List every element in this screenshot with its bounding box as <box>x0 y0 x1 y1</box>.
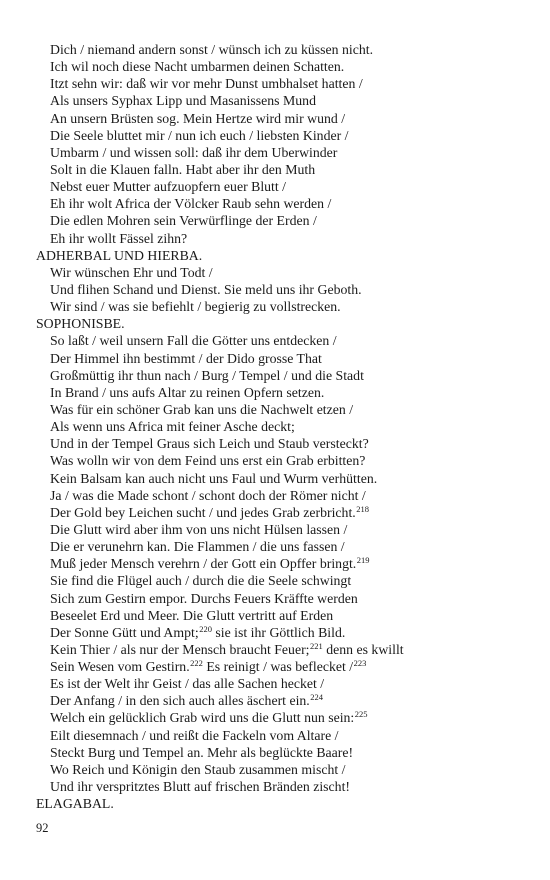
line-text: Sich zum Gestirn empor. Durchs Feuers Kräffte werden <box>50 590 358 606</box>
verse-line <box>36 607 536 624</box>
verse-line <box>36 110 536 127</box>
line-text: ELAGABAL. <box>36 796 114 812</box>
verse-line <box>36 401 536 418</box>
line-text: Der Himmel ihn bestimmt / der Dido grosse That <box>50 350 322 366</box>
verse-line <box>36 572 536 589</box>
speaker-name <box>36 795 536 812</box>
line-text-continued: Es reinigt / was beflecket / <box>202 659 354 675</box>
verse-line <box>36 452 536 469</box>
verse-line <box>36 367 536 384</box>
verse-line <box>36 675 536 692</box>
line-text: Und flihen Schand und Dienst. Sie meld uns ihr Geboth. <box>50 281 362 297</box>
line-text: ADHERBAL UND HIERBA. <box>36 247 203 263</box>
line-text: Es ist der Welt ihr Geist / das alle Sachen hecket / <box>50 676 325 692</box>
verse-line <box>36 778 536 795</box>
line-text: Was wolln wir von dem Feind uns erst ein Grab erbitten? <box>50 453 366 469</box>
line-text: Kein Thier / als nur der Mensch braucht Feuer; <box>50 641 310 657</box>
line-text-continued: sie ist ihr Göttlich Bild. <box>211 624 346 640</box>
line-text: Wir sind / was sie befiehlt / begierig zu vollstrecken. <box>50 299 341 315</box>
line-text: Und in der Tempel Graus sich Leich und Staub versteckt? <box>50 436 369 452</box>
line-text: Wo Reich und Königin den Staub zusammen mischt / <box>50 761 346 777</box>
line-text: Was für ein schöner Grab kan uns die Nachwelt etzen / <box>50 401 354 417</box>
line-text-continued: denn es kwillt <box>322 641 404 657</box>
verse-line <box>36 332 536 349</box>
verse-line <box>36 555 536 572</box>
line-text: So laßt / weil unsern Fall die Götter uns entdecken / <box>50 333 337 349</box>
line-text: Umbarm / und wissen soll: daß ihr dem Uberwinder <box>50 144 338 160</box>
verse-line <box>36 230 536 247</box>
line-text: Kein Balsam kan auch nicht uns Faul und Wurm verhütten. <box>50 470 378 486</box>
line-text: Die er verunehrn kan. Die Flammen / die uns fassen / <box>50 539 345 555</box>
line-text: Die Glutt wird aber ihm von uns nicht Hülsen lassen / <box>50 521 348 537</box>
line-text: SOPHONISBE. <box>36 316 125 332</box>
verse-line <box>36 41 536 58</box>
line-text: Beseelet Erd und Meer. Die Glutt vertritt auf Erden <box>50 607 334 623</box>
verse-line <box>36 435 536 452</box>
footnote-ref: 220 <box>199 623 212 634</box>
line-text: Sein Wesen vom Gestirn. <box>50 659 190 675</box>
line-text: In Brand / uns aufs Altar zu reinen Opfern setzen. <box>50 384 325 400</box>
verse-line <box>36 178 536 195</box>
line-text: Großmüttig ihr thun nach / Burg / Tempel / und die Stadt <box>50 367 364 383</box>
verse-line <box>36 521 536 538</box>
verse-line <box>36 384 536 401</box>
line-text: Eh ihr wolt Africa der Völcker Raub sehn werden / <box>50 196 332 212</box>
line-text: Der Gold bey Leichen sucht / und jedes Grab zerbricht. <box>50 504 356 520</box>
verse-line <box>36 92 536 109</box>
verse-line <box>36 658 536 675</box>
verse-line <box>36 470 536 487</box>
line-text: Nebst euer Mutter aufzuopfern euer Blutt / <box>50 179 286 195</box>
line-text: Eilt diesemnach / und reißt die Fackeln vom Altare / <box>50 727 339 743</box>
page-number: 92 <box>36 821 49 835</box>
verse-line <box>36 487 536 504</box>
line-text: Der Anfang / in den sich auch alles äschert ein. <box>50 693 310 709</box>
line-text: Itzt sehn wir: daß wir vor mehr Dunst umbhalset hatten / <box>50 76 363 92</box>
verse-line <box>36 624 536 641</box>
line-text: Dich / niemand andern sonst / wünsch ich zu küssen nicht. <box>50 42 374 57</box>
line-text: Sie find die Flügel auch / durch die die Seele schwingt <box>50 573 352 589</box>
footnote-ref: 223 <box>353 658 367 669</box>
verse-line <box>36 504 536 521</box>
verse-line <box>36 144 536 161</box>
verse-line <box>36 58 536 75</box>
line-text: Der Sonne Gütt und Ampt; <box>50 624 199 640</box>
verse-line <box>36 727 536 744</box>
line-text: Muß jeder Mensch verehrn / der Gott ein Opffer bringt. <box>50 556 357 572</box>
verse-line <box>36 692 536 709</box>
verse-line <box>36 195 536 212</box>
line-text: Die Seele bluttet mir / nun ich euch / liebsten Kinder / <box>50 127 349 143</box>
verse-line <box>36 161 536 178</box>
line-text: Eh ihr wollt Fässel zihn? <box>50 230 188 246</box>
verse-line <box>36 264 536 281</box>
footnote-ref: 222 <box>190 658 203 669</box>
footnote-ref: 221 <box>310 640 323 651</box>
verse-line <box>36 538 536 555</box>
verse-line <box>36 418 536 435</box>
verse-line <box>36 281 536 298</box>
verse-line <box>36 75 536 92</box>
verse-line <box>36 709 536 726</box>
line-text: Die edlen Mohren sein Verwürflinge der Erden / <box>50 213 317 229</box>
footnote-ref: 218 <box>356 503 369 514</box>
line-text: An unsern Brüsten sog. Mein Hertze wird mir wund / <box>50 110 346 126</box>
verse-line <box>36 298 536 315</box>
speaker-name <box>36 315 536 332</box>
line-text: Steckt Burg und Tempel an. Mehr als beglückte Baare! <box>50 744 354 760</box>
line-text: Welch ein gelücklich Grab wird uns die Glutt nun sein: <box>50 710 355 726</box>
drama-text <box>36 41 536 812</box>
speaker-name <box>36 247 536 264</box>
verse-line <box>36 641 536 658</box>
line-text: Ja / was die Made schont / schont doch der Römer nicht / <box>50 487 366 503</box>
line-text: Solt in die Klauen falln. Habt aber ihr den Muth <box>50 161 316 177</box>
verse-line <box>36 744 536 761</box>
footnote-ref: 224 <box>310 692 323 703</box>
verse-line <box>36 761 536 778</box>
line-text: Ich wil noch diese Nacht umbarmen deinen Schatten. <box>50 59 345 75</box>
line-text: Wir wünschen Ehr und Todt / <box>50 264 213 280</box>
line-text: Als wenn uns Africa mit feiner Asche deckt; <box>50 419 295 435</box>
line-text: Und ihr verspritztes Blutt auf frischen Bränden zischt! <box>50 779 350 795</box>
footnote-ref: 219 <box>356 555 370 566</box>
verse-line <box>36 127 536 144</box>
verse-line <box>36 590 536 607</box>
verse-line <box>36 212 536 229</box>
line-text: Als unsers Syphax Lipp und Masanissens Mund <box>50 93 316 109</box>
footnote-ref: 225 <box>354 709 368 720</box>
verse-line <box>36 350 536 367</box>
